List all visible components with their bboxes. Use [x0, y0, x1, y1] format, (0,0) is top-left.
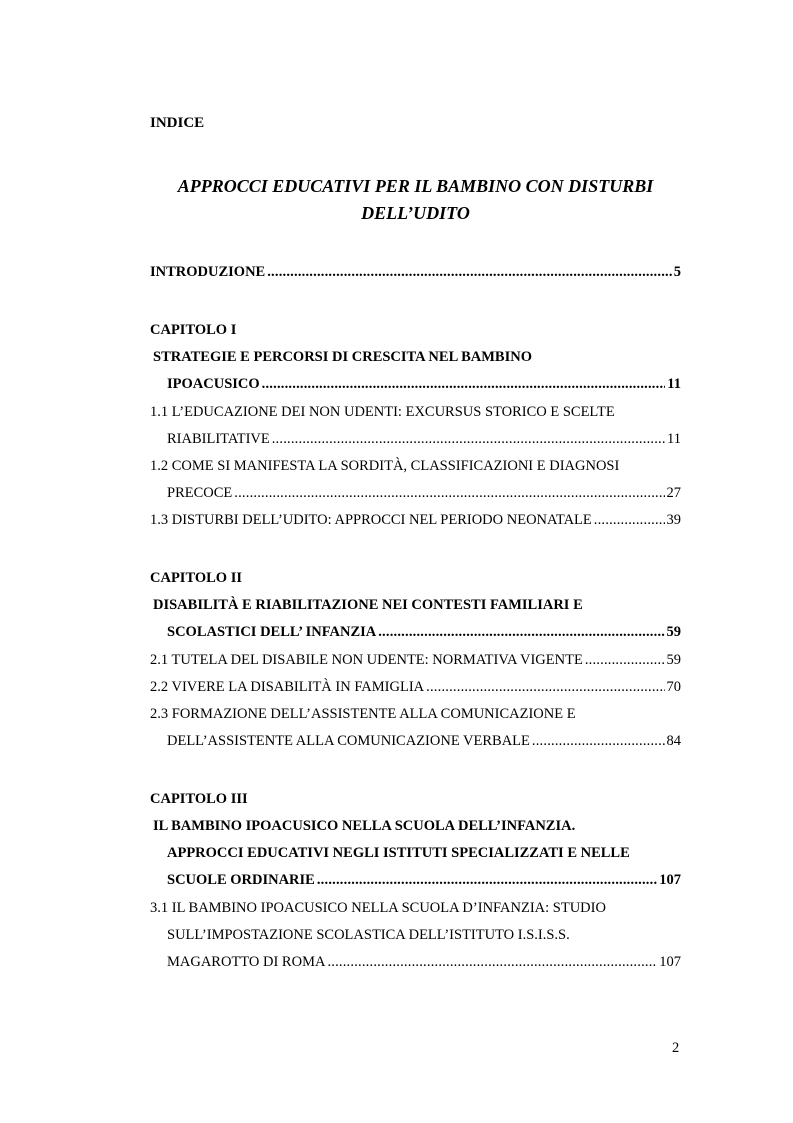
toc-entry-section-1-3[interactable]: [150, 512, 681, 532]
toc-entry-section-3-1[interactable]: [167, 954, 681, 974]
toc-entry-label: SCUOLE ORDINARIE: [167, 872, 315, 888]
chapter-2-title-line-1[interactable]: DISABILITÀ E RIABILITAZIONE NEI CONTESTI FAMILIARI E: [153, 597, 583, 613]
toc-entry-section-1-2[interactable]: [167, 485, 681, 505]
chapter-3-label: CAPITOLO III: [150, 791, 248, 807]
dot-leader: [585, 652, 665, 669]
toc-entry-section-2-3[interactable]: [167, 733, 681, 753]
dot-leader: [532, 733, 665, 750]
toc-entry-page: 39: [666, 512, 681, 528]
toc-entry-label: 2.2 VIVERE LA DISABILITÀ IN FAMIGLIA: [150, 679, 425, 695]
toc-entry-page: 27: [666, 485, 681, 501]
toc-entry-page: 5: [673, 264, 681, 280]
toc-entry-introduzione[interactable]: [150, 264, 681, 284]
toc-entry-label: INTRODUZIONE: [150, 264, 266, 280]
index-heading: INDICE: [150, 115, 205, 131]
dot-leader: [272, 431, 665, 448]
toc-entry-page: 107: [659, 954, 681, 970]
toc-entry-page: 84: [666, 733, 681, 749]
toc-entry-section-2-2[interactable]: [150, 679, 681, 699]
section-3-1-line-2[interactable]: SULL’IMPOSTAZIONE SCOLASTICA DELL’ISTITUTO I.S.I.S.S.: [167, 927, 570, 943]
dot-leader: [426, 679, 664, 696]
dot-leader: [378, 624, 664, 641]
toc-entry-chapter-1[interactable]: [167, 376, 681, 396]
title-line-1: APPROCCI EDUCATIVI PER IL BAMBINO CON DISTURBI: [177, 176, 654, 196]
section-1-2-line-1[interactable]: 1.2 COME SI MANIFESTA LA SORDITÀ, CLASSIFICAZIONI E DIAGNOSI: [150, 458, 620, 474]
toc-entry-page: 70: [666, 679, 681, 695]
toc-entry-label: 2.1 TUTELA DEL DISABILE NON UDENTE: NORMATIVA VIGENTE: [150, 652, 583, 668]
chapter-3-title-line-2[interactable]: APPROCCI EDUCATIVI NEGLI ISTITUTI SPECIALIZZATI E NELLE: [167, 845, 630, 861]
dot-leader: [262, 376, 666, 393]
section-3-1-line-1[interactable]: 3.1 IL BAMBINO IPOACUSICO NELLA SCUOLA D’INFANZIA: STUDIO: [150, 900, 606, 916]
toc-entry-chapter-2[interactable]: [167, 624, 681, 644]
toc-entry-label: 1.3 DISTURBI DELL’UDITO: APPROCCI NEL PERIODO NEONATALE: [150, 512, 592, 528]
document-title: [150, 173, 681, 227]
chapter-3-title-line-1[interactable]: IL BAMBINO IPOACUSICO NELLA SCUOLA DELL’INFANZIA.: [153, 818, 576, 834]
section-2-3-line-1[interactable]: 2.3 FORMAZIONE DELL’ASSISTENTE ALLA COMUNICAZIONE E: [150, 706, 576, 722]
dot-leader: [234, 485, 664, 502]
dot-leader: [267, 264, 672, 281]
toc-entry-label: RIABILITATIVE: [167, 431, 270, 447]
toc-entry-label: DELL’ASSISTENTE ALLA COMUNICAZIONE VERBALE: [167, 733, 530, 749]
toc-entry-section-1-1[interactable]: [167, 431, 681, 451]
toc-entry-label: IPOACUSICO: [167, 376, 260, 392]
toc-entry-chapter-3[interactable]: [167, 872, 681, 892]
toc-entry-page: 11: [667, 376, 681, 392]
toc-entry-label: MAGAROTTO DI ROMA: [167, 954, 326, 970]
toc-entry-label: PRECOCE: [167, 485, 233, 501]
dot-leader: [594, 512, 665, 529]
section-1-1-line-1[interactable]: 1.1 L’EDUCAZIONE DEI NON UDENTI: EXCURSUS STORICO E SCELTE: [150, 404, 615, 420]
chapter-2-label: CAPITOLO II: [150, 570, 242, 586]
dot-leader: [317, 872, 657, 889]
chapter-1-label: CAPITOLO I: [150, 322, 237, 338]
toc-entry-section-2-1[interactable]: [150, 652, 681, 672]
title-line-2: DELL’UDITO: [361, 203, 470, 223]
toc-entry-page: 59: [666, 624, 681, 640]
toc-entry-page: 11: [667, 431, 681, 447]
toc-entry-page: 107: [659, 872, 681, 888]
page-number: 2: [672, 1040, 680, 1056]
dot-leader: [327, 954, 657, 971]
chapter-1-title-line-1[interactable]: STRATEGIE E PERCORSI DI CRESCITA NEL BAMBINO: [153, 349, 532, 365]
toc-entry-label: SCOLASTICI DELL’ INFANZIA: [167, 624, 377, 640]
toc-entry-page: 59: [666, 652, 681, 668]
